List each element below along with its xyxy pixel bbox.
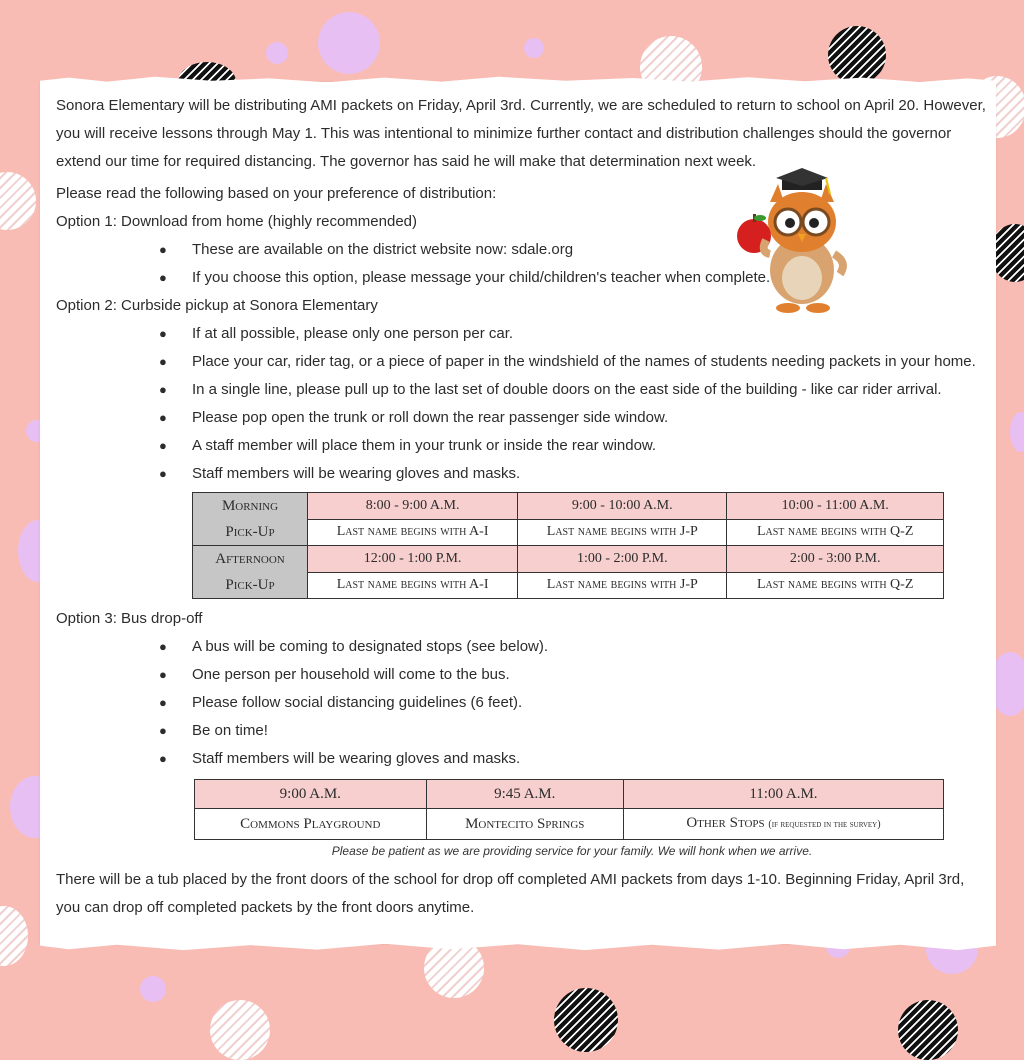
bg-dot (898, 1000, 958, 1060)
bg-dot (140, 976, 166, 1002)
bg-dot (210, 1000, 270, 1060)
time-cell: 9:00 A.M. (195, 780, 427, 809)
option-1-list (56, 236, 986, 292)
stop-cell: Montecito Springs (426, 809, 623, 840)
time-cell: 2:00 - 3:00 P.M. (727, 546, 944, 573)
bullet-icon: ● (159, 354, 167, 369)
bullet-icon: ● (159, 326, 167, 341)
time-cell: 9:45 A.M. (426, 780, 623, 809)
option-3-list (56, 633, 986, 773)
list-item: ● A staff member will place them in your trunk or inside the rear window. (56, 432, 986, 460)
table-row (193, 493, 944, 520)
bg-dot (1010, 412, 1024, 452)
list-item: ● These are available on the district website now: sdale.org (56, 236, 986, 264)
group-cell: Last name begins with A-I (308, 519, 518, 546)
time-cell: 11:00 A.M. (623, 780, 943, 809)
bullet-icon: ● (159, 751, 167, 766)
bullet-icon: ● (159, 695, 167, 710)
bullet-icon: ● (159, 667, 167, 682)
bg-dot (554, 988, 618, 1052)
bg-dot (524, 38, 544, 58)
list-item: ● A bus will be coming to designated stops (see below). (56, 633, 986, 661)
afternoon-label-cell: Afternoon Pick-Up (193, 546, 308, 599)
option-1-title: Option 1: Download from home (highly recommended) (56, 213, 418, 230)
bullet-icon: ● (159, 410, 167, 425)
time-cell: 12:00 - 1:00 P.M. (308, 546, 518, 573)
flyer-content (56, 92, 986, 922)
closing-paragraph: There will be a tub placed by the front doors of the school for drop off completed AMI packets from days 1-10. Beginning Friday, April 3rd, you can drop off completed packets by the front doors anytime. (56, 871, 965, 916)
list-item: ● Staff members will be wearing gloves and masks. (56, 460, 986, 488)
table-row (195, 780, 944, 809)
group-cell: Last name begins with A-I (308, 572, 518, 599)
bg-dot (318, 12, 380, 74)
option-3-title: Option 3: Bus drop-off (56, 610, 203, 627)
bus-schedule-table (194, 779, 944, 840)
bg-dot (0, 906, 28, 966)
time-cell: 8:00 - 9:00 A.M. (308, 493, 518, 520)
bullet-icon: ● (159, 438, 167, 453)
bullet-icon: ● (159, 382, 167, 397)
group-cell: Last name begins with J-P (518, 572, 727, 599)
time-cell: 9:00 - 10:00 A.M. (518, 493, 727, 520)
intro-paragraph: Sonora Elementary will be distributing AMI packets on Friday, April 3rd. Currently, we are scheduled to return to school on April 20. However, you will receive lessons through May 1. This was intentional to minimize further contact and distribution challenges should the governor extend our time for required distancing. The governor has said he will make that determination next week. (56, 97, 986, 170)
list-item: ● Be on time! (56, 717, 986, 745)
list-item: ● One person per household will come to the bus. (56, 661, 986, 689)
list-item: ● Please follow social distancing guidelines (6 feet). (56, 689, 986, 717)
bg-dot (266, 42, 288, 64)
group-cell: Last name begins with Q-Z (727, 519, 944, 546)
bus-note: Please be patient as we are providing service for your family. We will honk when we arrive. (331, 844, 813, 858)
list-item: ● Please pop open the trunk or roll down the rear passenger side window. (56, 404, 986, 432)
stop-cell: Commons Playground (195, 809, 427, 840)
time-cell: 1:00 - 2:00 P.M. (518, 546, 727, 573)
time-cell: 10:00 - 11:00 A.M. (727, 493, 944, 520)
bullet-icon: ● (159, 242, 167, 257)
list-item: ● In a single line, please pull up to the last set of double doors on the east side of the building - like car rider arrival. (56, 376, 986, 404)
morning-label-cell: Morning Pick-Up (193, 493, 308, 546)
table-row (195, 809, 944, 840)
flyer-paper (40, 82, 996, 944)
list-item: ● Staff members will be wearing gloves and masks. (56, 745, 986, 773)
bullet-icon: ● (159, 270, 167, 285)
bg-dot (828, 26, 886, 84)
bullet-icon: ● (159, 723, 167, 738)
pickup-schedule-table (192, 492, 944, 599)
stop-note: (if requested in the survey) (768, 819, 881, 830)
group-cell: Last name begins with Q-Z (727, 572, 944, 599)
bullet-icon: ● (159, 466, 167, 481)
bg-dot (0, 172, 36, 230)
please-read-text: Please read the following based on your preference of distribution: (56, 185, 497, 202)
option-2-title: Option 2: Curbside pickup at Sonora Elementary (56, 297, 378, 314)
list-item: ● Place your car, rider tag, or a piece of paper in the windshield of the names of students needing packets in your home. (56, 348, 986, 376)
torn-edge-bottom (40, 942, 996, 951)
table-row (193, 546, 944, 573)
option-2-list (56, 320, 986, 488)
list-item: ● If at all possible, please only one person per car. (56, 320, 986, 348)
bullet-icon: ● (159, 639, 167, 654)
stop-cell: Other Stops (if requested in the survey) (623, 809, 943, 840)
group-cell: Last name begins with J-P (518, 519, 727, 546)
list-item: ● If you choose this option, please message your child/children's teacher when complete. (56, 264, 986, 292)
